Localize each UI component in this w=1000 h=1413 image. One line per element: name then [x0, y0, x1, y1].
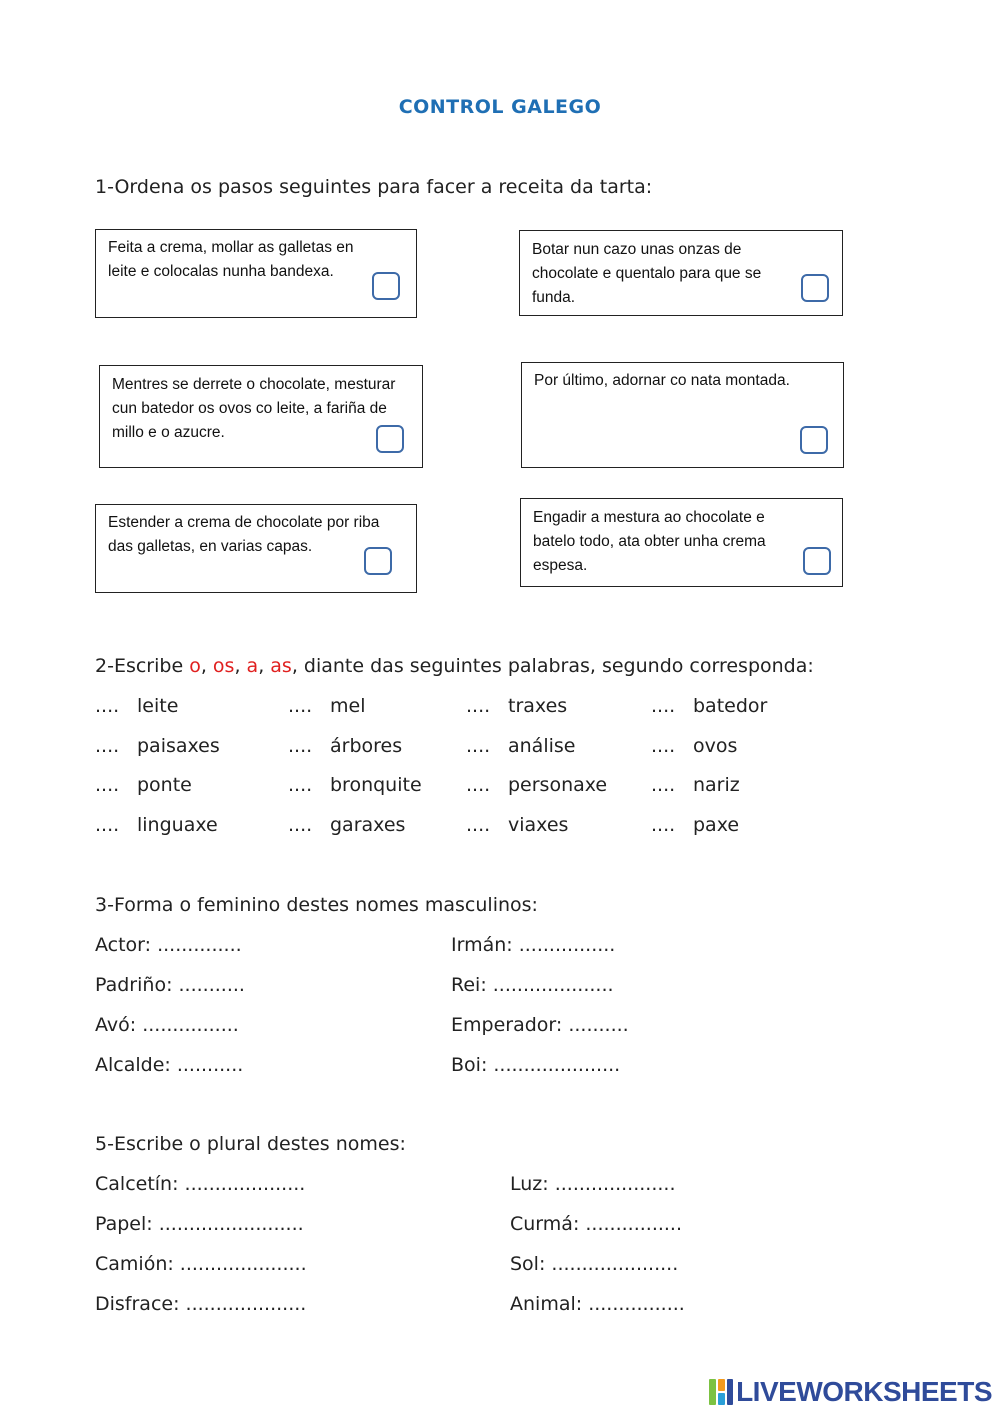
recipe-step-text: Engadir a mestura ao chocolate e batelo todo, ata obter unha crema espesa.: [533, 509, 766, 574]
article-word: batedor: [693, 695, 768, 717]
article-item: [288, 735, 402, 757]
feminine-item[interactable]: Actor: ..............: [95, 934, 242, 956]
section1-heading: 1-Ordena os pasos seguintes para facer a receita da tarta:: [95, 176, 653, 198]
recipe-step-box: [95, 229, 417, 318]
article-blank[interactable]: ....: [288, 774, 313, 796]
plural-item[interactable]: Calcetín: ....................: [95, 1173, 306, 1195]
article-blank[interactable]: ....: [651, 814, 676, 836]
article-item: [466, 695, 567, 717]
article-a: a: [246, 655, 259, 677]
plural-item[interactable]: Camión: .....................: [95, 1253, 307, 1275]
article-item: [95, 735, 220, 757]
plural-item[interactable]: Sol: .....................: [510, 1253, 679, 1275]
article-os: os: [212, 655, 235, 677]
recipe-step-box: [99, 365, 423, 468]
article-blank[interactable]: ....: [288, 735, 313, 757]
feminine-item[interactable]: Rei: ....................: [451, 974, 614, 996]
liveworksheets-logo-text: LIVEWORKSHEETS: [736, 1376, 992, 1407]
article-word: paisaxes: [137, 735, 220, 757]
article-blank[interactable]: ....: [95, 695, 120, 717]
article-blank[interactable]: ....: [95, 735, 120, 757]
liveworksheets-logo-icon: [708, 1378, 734, 1406]
article-item: [95, 814, 218, 836]
order-checkbox[interactable]: [376, 425, 404, 453]
article-blank[interactable]: ....: [466, 735, 491, 757]
feminine-item[interactable]: Emperador: ..........: [451, 1014, 629, 1036]
feminine-item[interactable]: Alcalde: ...........: [95, 1054, 244, 1076]
article-word: personaxe: [508, 774, 608, 796]
feminine-item[interactable]: Avó: ................: [95, 1014, 239, 1036]
article-blank[interactable]: ....: [466, 695, 491, 717]
recipe-step-text: Botar nun cazo unas onzas de chocolate e quentalo para que se funda.: [532, 241, 762, 306]
article-item: [466, 814, 568, 836]
article-item: [288, 695, 365, 717]
feminine-item[interactable]: Padriño: ...........: [95, 974, 245, 996]
article-item: [651, 774, 740, 796]
article-word: nariz: [693, 774, 740, 796]
recipe-step-text: Feita a crema, mollar as galletas en leite e colocalas nunha bandexa.: [108, 239, 354, 280]
article-item: [466, 774, 607, 796]
article-item: [95, 774, 192, 796]
recipe-step-box: [520, 498, 843, 587]
section5-heading: 5-Escribe o plural destes nomes:: [95, 1133, 406, 1155]
article-item: [651, 735, 737, 757]
order-checkbox[interactable]: [364, 547, 392, 575]
plural-item[interactable]: Luz: ....................: [510, 1173, 676, 1195]
liveworksheets-logo: [708, 1377, 992, 1407]
feminine-item[interactable]: Irmán: ................: [451, 934, 616, 956]
article-blank[interactable]: ....: [651, 695, 676, 717]
section2-heading: 2-Escribe o, os, a, as, diante das seguintes palabras, segundo corresponda:: [95, 655, 814, 677]
article-blank[interactable]: ....: [466, 774, 491, 796]
article-o: o: [189, 655, 201, 677]
recipe-step-box: [519, 230, 843, 316]
article-word: viaxes: [508, 814, 569, 836]
article-blank[interactable]: ....: [288, 814, 313, 836]
article-word: leite: [137, 695, 179, 717]
article-item: [651, 814, 739, 836]
article-blank[interactable]: ....: [651, 774, 676, 796]
article-blank[interactable]: ....: [651, 735, 676, 757]
article-blank[interactable]: ....: [95, 814, 120, 836]
article-blank[interactable]: ....: [466, 814, 491, 836]
article-word: mel: [330, 695, 366, 717]
article-item: [288, 814, 405, 836]
article-item: [651, 695, 767, 717]
article-word: análise: [508, 735, 576, 757]
plural-item[interactable]: Papel: ........................: [95, 1213, 304, 1235]
article-word: traxes: [508, 695, 568, 717]
article-word: garaxes: [330, 814, 406, 836]
article-word: ovos: [693, 735, 738, 757]
article-item: [95, 695, 178, 717]
article-item: [466, 735, 575, 757]
article-blank[interactable]: ....: [288, 695, 313, 717]
article-word: paxe: [693, 814, 740, 836]
article-word: árbores: [330, 735, 403, 757]
plural-item[interactable]: Curmá: ................: [510, 1213, 683, 1235]
article-word: linguaxe: [137, 814, 218, 836]
feminine-item[interactable]: Boi: .....................: [451, 1054, 621, 1076]
plural-item[interactable]: Animal: ................: [510, 1293, 685, 1315]
recipe-step-text: Mentres se derrete o chocolate, mesturar cun batedor os ovos co leite, a fariña de millo e o azucre.: [112, 376, 396, 441]
article-blank[interactable]: ....: [95, 774, 120, 796]
article-word: bronquite: [330, 774, 422, 796]
plural-item[interactable]: Disfrace: ....................: [95, 1293, 307, 1315]
recipe-step-box: [521, 362, 844, 468]
page-title: CONTROL GALEGO: [398, 96, 602, 118]
order-checkbox[interactable]: [803, 547, 831, 575]
recipe-step-text: Estender a crema de chocolate por riba das galletas, en varias capas.: [108, 514, 380, 555]
order-checkbox[interactable]: [372, 272, 400, 300]
section3-heading: 3-Forma o feminino destes nomes masculinos:: [95, 894, 538, 916]
article-item: [288, 774, 422, 796]
article-as: as: [270, 655, 292, 677]
recipe-step-box: [95, 504, 417, 593]
order-checkbox[interactable]: [801, 274, 829, 302]
article-word: ponte: [137, 774, 192, 796]
order-checkbox[interactable]: [800, 426, 828, 454]
recipe-step-text: Por último, adornar co nata montada.: [534, 372, 790, 389]
